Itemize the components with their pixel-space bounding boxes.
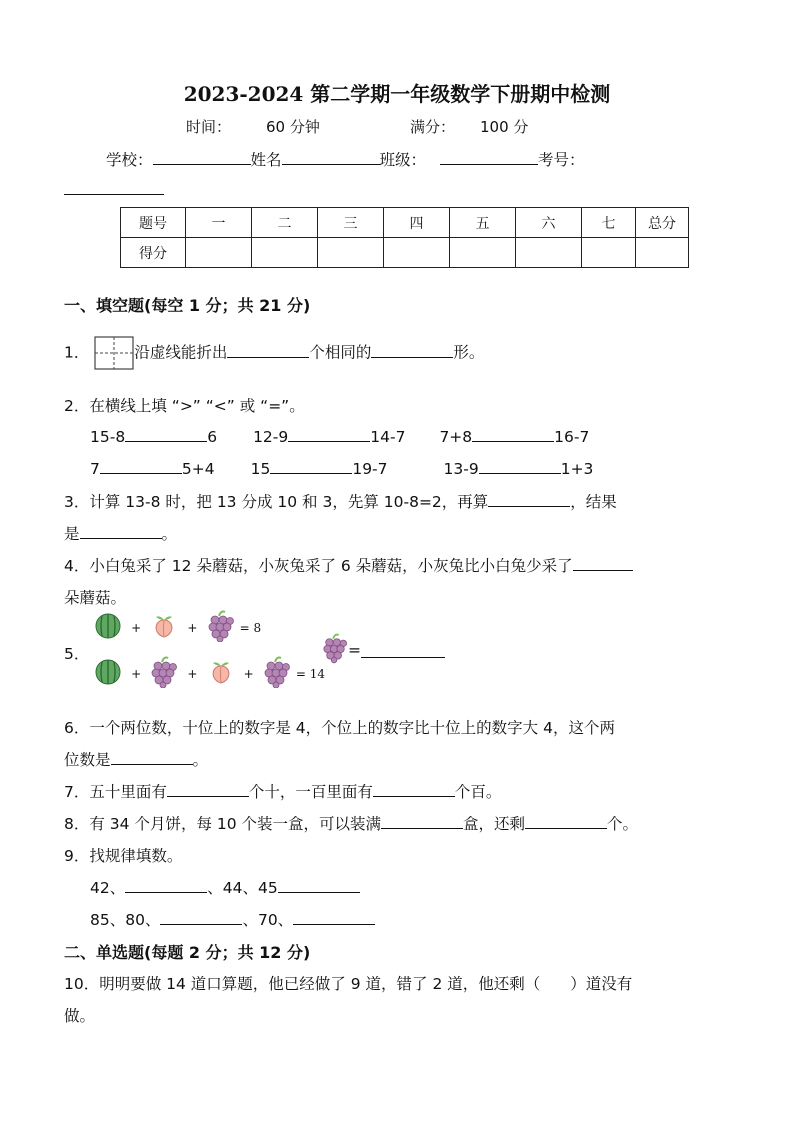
question-1 — [64, 336, 484, 370]
question-2-row-1 — [90, 426, 589, 446]
student-info-row — [106, 148, 585, 170]
score-input-cell[interactable] — [450, 238, 516, 268]
question-9-text: 9．找规律填数。 — [64, 847, 183, 865]
question-2-text: 2．在横线上填 “>” “<” 或 “=”。 — [64, 397, 305, 415]
q2-expr: 5+4 — [181, 460, 215, 478]
peach-icon — [150, 612, 178, 644]
q1-text-a: 沿虚线能折出 — [134, 343, 228, 362]
q8-blank-1[interactable] — [381, 813, 463, 829]
q2-expr: 6 — [207, 428, 218, 446]
score-input-cell[interactable] — [636, 238, 689, 268]
q9-text: 85、80、 — [90, 911, 161, 929]
q2-expr: 19-7 — [352, 460, 388, 478]
q2-blank[interactable] — [472, 426, 554, 442]
table-cell: 题号 — [121, 208, 186, 238]
score-input-cell[interactable] — [318, 238, 384, 268]
table-cell: 五 — [450, 208, 516, 238]
table-cell: 总分 — [636, 208, 689, 238]
q5-eq3-sign: = — [348, 641, 361, 659]
q5-equation-1 — [94, 610, 261, 640]
q6-blank[interactable] — [111, 749, 193, 765]
grape-icon — [150, 656, 178, 692]
exam-no-label: 考号： — [538, 151, 585, 169]
q9-text: 42、 — [90, 879, 126, 897]
time-label: 时间： — [186, 118, 232, 136]
school-label: 学校： — [106, 151, 153, 169]
q1-blank-1[interactable] — [227, 342, 309, 358]
q5-eq1-result: = 8 — [239, 621, 262, 635]
q2-expr: 14-7 — [370, 428, 406, 446]
q9-blank[interactable] — [125, 877, 207, 893]
q4-text: 4．小白兔采了 12 朵蘑菇，小灰兔采了 6 朵蘑菇，小灰兔比小白兔少采了 — [64, 557, 573, 575]
score-table — [120, 207, 689, 268]
q6-text: 。 — [192, 751, 209, 769]
q8-text: 盒，还剩 — [463, 815, 526, 833]
class-field[interactable] — [440, 149, 538, 165]
q8-text: 8．有 34 个月饼，每 10 个装一盒，可以装满 — [64, 815, 382, 833]
question-10-line-2: 做。 — [64, 1007, 96, 1025]
table-cell: 四 — [384, 208, 450, 238]
q3-text: 3．计算 13-8 时，把 13 分成 10 和 3，先算 10-8=2，再算 — [64, 493, 489, 511]
watermelon-icon — [94, 612, 122, 644]
q9-blank[interactable] — [160, 909, 242, 925]
question-4-line-2: 朵蘑菇。 — [64, 589, 127, 607]
q2-expr: 15-8 — [90, 428, 126, 446]
watermelon-icon — [94, 658, 122, 690]
question-9-row-1 — [90, 876, 360, 898]
q4-blank[interactable] — [573, 555, 633, 571]
peach-icon — [207, 658, 235, 690]
plus-sign: + — [131, 667, 142, 681]
q5-number: 5． — [64, 645, 90, 663]
table-cell: 二 — [252, 208, 318, 238]
q2-expr: 7 — [90, 460, 100, 478]
q1-number: 1． — [64, 343, 90, 362]
q2-blank[interactable] — [125, 426, 207, 442]
q5-blank[interactable] — [361, 642, 445, 658]
question-6-line-1: 6．一个两位数，十位上的数字是 4，个位上的数字比十位上的数字大 4，这个两 — [64, 719, 615, 737]
q2-expr: 1+3 — [560, 460, 594, 478]
q7-blank-1[interactable] — [167, 781, 249, 797]
q3-blank-1[interactable] — [488, 491, 570, 507]
question-3-line-1 — [64, 490, 617, 512]
q7-text: 7．五十里面有 — [64, 783, 167, 801]
q10-text: 10．明明要做 14 道口算题，他已经做了 9 道，错了 2 道，他还剩（ — [64, 975, 541, 993]
q2-blank[interactable] — [479, 458, 561, 474]
q2-expr: 16-7 — [554, 428, 590, 446]
table-cell: 得分 — [121, 238, 186, 268]
q7-text: 个十，一百里面有 — [248, 783, 373, 801]
table-cell: 三 — [318, 208, 384, 238]
score-value: 100 分 — [480, 118, 529, 136]
table-row — [121, 238, 689, 268]
q8-text: 个。 — [607, 815, 639, 833]
q5-eq2-result: = 14 — [295, 667, 325, 681]
q2-expr: 13-9 — [443, 460, 479, 478]
table-cell: 六 — [516, 208, 582, 238]
name-label: 姓名 — [250, 151, 282, 169]
score-label: 满分： — [410, 118, 456, 136]
q5-answer — [322, 632, 445, 666]
grape-icon — [322, 632, 348, 668]
q9-text: 、70、 — [242, 911, 294, 929]
section1-heading: 一、填空题(每空 1 分；共 21 分) — [64, 296, 311, 315]
q1-text-c: 形。 — [453, 343, 485, 362]
table-cell: 一 — [186, 208, 252, 238]
q2-blank[interactable] — [100, 458, 182, 474]
q2-expr: 7+8 — [439, 428, 473, 446]
question-3-line-2 — [64, 522, 177, 544]
plus-sign: + — [187, 621, 198, 635]
q3-blank-2[interactable] — [80, 523, 162, 539]
question-2-row-2 — [90, 458, 593, 478]
q9-blank[interactable] — [293, 909, 375, 925]
q5-equation-2 — [94, 656, 325, 686]
class-label: 班级： — [379, 151, 427, 169]
question-6-line-2 — [64, 748, 208, 770]
q7-text: 个百。 — [454, 783, 502, 801]
q3-text: 是 — [64, 525, 80, 543]
question-4-line-1 — [64, 554, 633, 576]
section2-heading: 二、单选题(每题 2 分；共 12 分) — [64, 943, 311, 962]
score-input-cell[interactable] — [384, 238, 450, 268]
time-value: 60 分钟 — [266, 118, 320, 136]
question-9-row-2 — [90, 908, 375, 930]
q2-blank[interactable] — [270, 458, 352, 474]
q10-text: ）道没有 — [570, 975, 633, 993]
q9-blank[interactable] — [278, 877, 360, 893]
score-input-cell[interactable] — [252, 238, 318, 268]
score-input-cell[interactable] — [186, 238, 252, 268]
question-10-line-1 — [64, 972, 632, 994]
q7-blank-2[interactable] — [373, 781, 455, 797]
school-field[interactable] — [153, 149, 251, 165]
question-7 — [64, 780, 501, 802]
q2-expr: 12-9 — [253, 428, 289, 446]
plus-sign: + — [131, 621, 142, 635]
fold-grid-icon — [94, 336, 134, 370]
q3-text: 。 — [161, 525, 178, 543]
q8-blank-2[interactable] — [525, 813, 607, 829]
plus-sign: + — [187, 667, 198, 681]
q2-blank[interactable] — [288, 426, 370, 442]
q1-text-b: 个相同的 — [309, 343, 372, 362]
plus-sign: + — [243, 667, 254, 681]
exam-no-field[interactable] — [64, 194, 164, 195]
q6-text: 位数是 — [64, 751, 111, 769]
q1-blank-2[interactable] — [371, 342, 453, 358]
grape-icon — [263, 656, 291, 692]
q9-text: 、44、45 — [207, 879, 278, 897]
score-input-cell[interactable] — [516, 238, 582, 268]
q2-expr: 15 — [250, 460, 271, 478]
table-row — [121, 208, 689, 238]
table-cell: 七 — [582, 208, 636, 238]
page-title: 2023-2024 第二学期一年级数学下册期中检测 — [183, 82, 611, 106]
q3-text: ，结果 — [570, 493, 617, 511]
question-8 — [64, 812, 638, 834]
grape-icon — [207, 610, 235, 646]
name-field[interactable] — [282, 149, 380, 165]
score-input-cell[interactable] — [582, 238, 636, 268]
